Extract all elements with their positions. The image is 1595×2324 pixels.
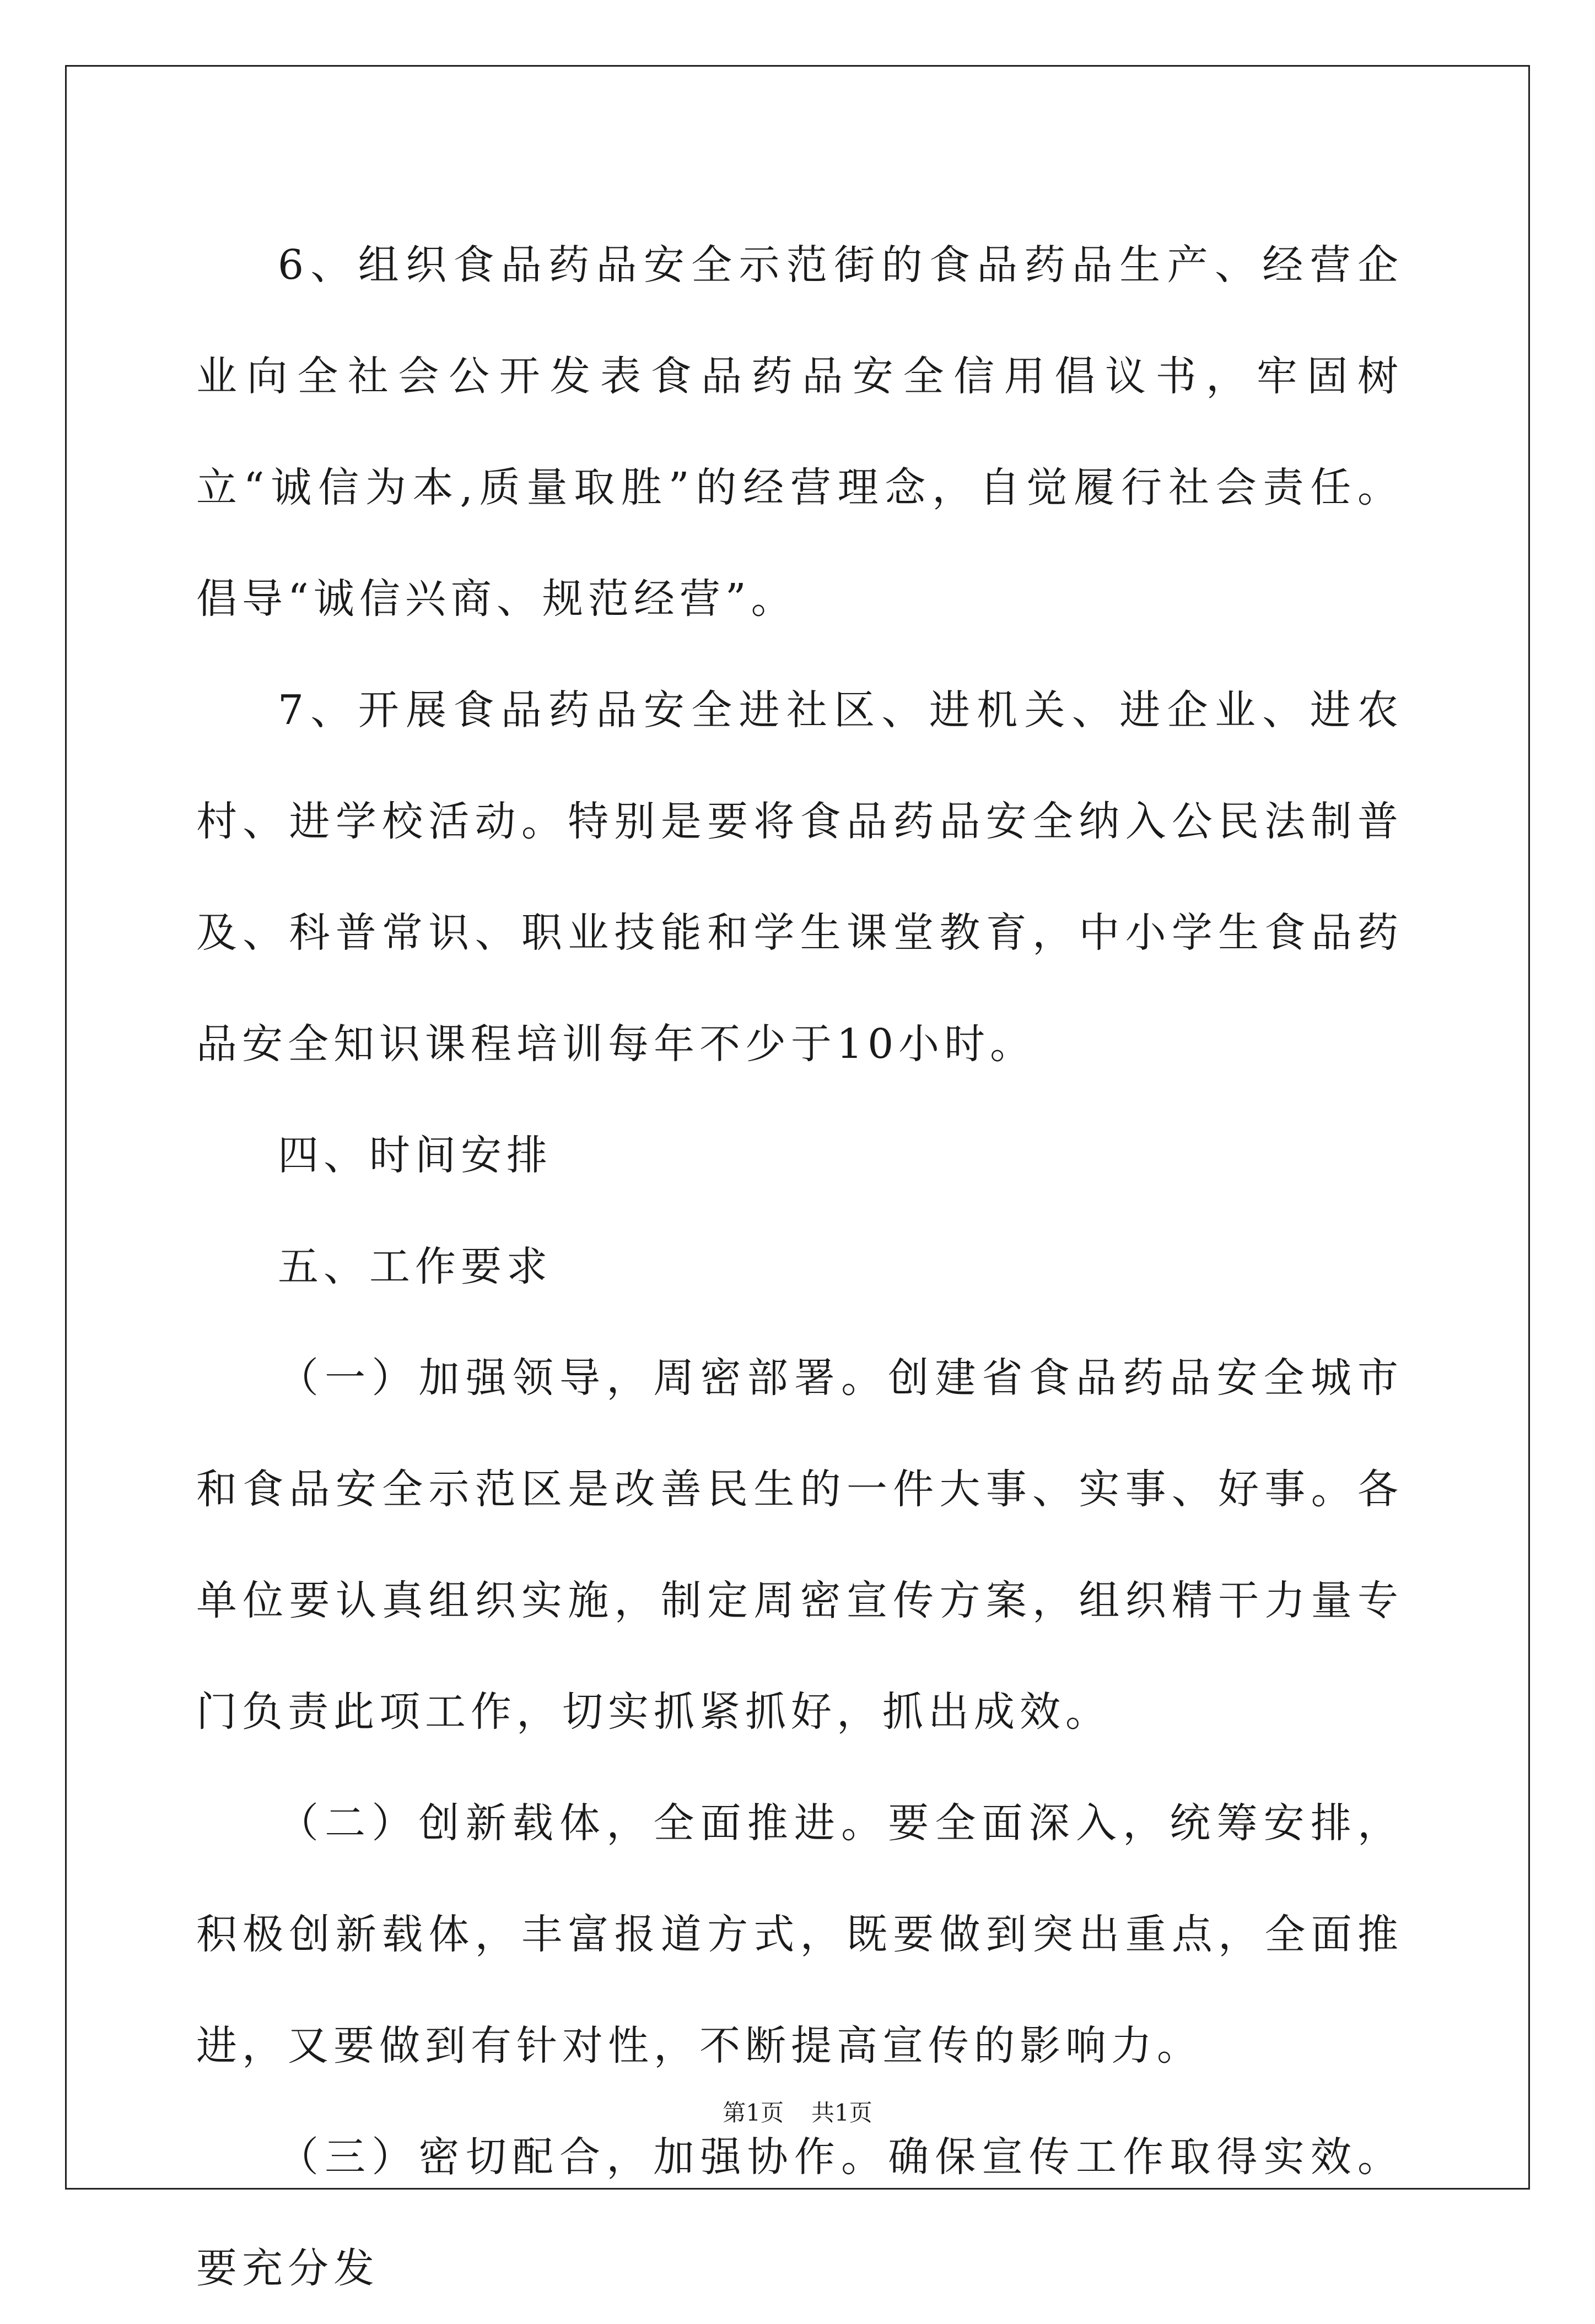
- paragraph-item-6: 6、组织食品药品安全示范街的食品药品生产、经营企业向全社会公开发表食品药品安全信用倡议书，牢固树立“诚信为本,质量取胜”的经营理念，自觉履行社会责任。倡导“诚信兴商、规范经营”。: [196, 241, 1403, 623]
- section-heading-schedule: 四、时间安排: [278, 1132, 552, 1179]
- document-body: [196, 209, 1403, 2324]
- page-footer: [0, 2096, 1595, 2130]
- paragraph-requirement-1: （一）加强领导，周密部署。创建省食品药品安全城市和食品安全示范区是改善民生的一件大事、实事、好事。各单位要认真组织实施，制定周密宣传方案，组织精干力量专门负责此项工作，切实抓紧抓好，抓出成效。: [196, 1354, 1403, 1736]
- page-total: 共1页: [811, 2099, 872, 2126]
- page-number: 第1页: [723, 2099, 784, 2126]
- paragraph-requirement-3: （三）密切配合，加强协作。确保宣传工作取得实效。要充分发: [196, 2133, 1403, 2292]
- paragraph-requirement-2: （二）创新载体，全面推进。要全面深入，统筹安排，积极创新载体，丰富报道方式，既要做到突出重点，全面推进，又要做到有针对性，不断提高宣传的影响力。: [196, 1799, 1403, 2069]
- paragraph-item-7: 7、开展食品药品安全进社区、进机关、进企业、进农村、进学校活动。特别是要将食品药品安全纳入公民法制普及、科普常识、职业技能和学生课堂教育，中小学生食品药品安全知识课程培训每年不少于10小时。: [196, 687, 1403, 1068]
- section-heading-requirements: 五、工作要求: [278, 1243, 552, 1290]
